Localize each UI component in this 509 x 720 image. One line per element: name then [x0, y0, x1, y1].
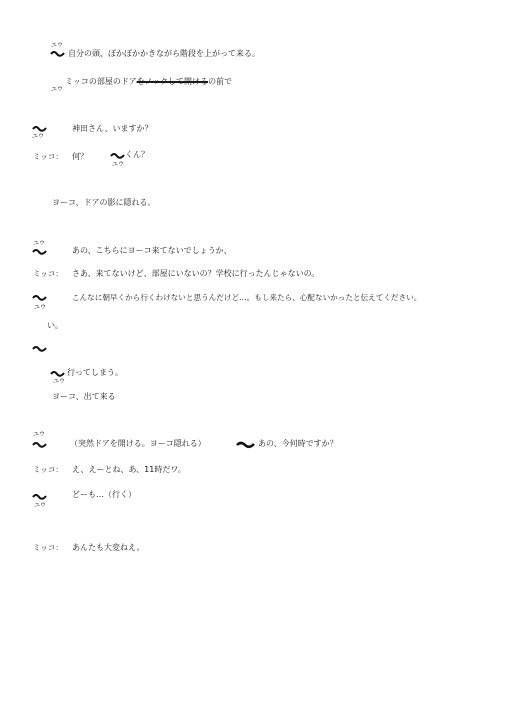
furigana: ユウ	[51, 86, 64, 93]
name-scribble	[236, 441, 256, 449]
dialogue-line: くん？	[125, 150, 149, 159]
furigana: ユウ	[33, 240, 46, 247]
furigana: ユウ	[51, 42, 64, 49]
dialogue-line: い。	[47, 321, 63, 330]
name-scribble	[32, 248, 48, 256]
stage-direction: ヨーコ、ドアの影に隠れる。	[52, 198, 156, 207]
name-scribble	[110, 152, 126, 160]
dialogue-line: こんなに朝早くから行くわけないと思うんだけど…。もし来たら、心配ないかったと伝えてください。	[72, 293, 422, 302]
dialogue-line: あの、今何時ですか？	[258, 439, 338, 448]
stage-text: ミッコの部屋のドア	[65, 77, 137, 86]
speaker-label: ミッコ：	[33, 543, 63, 552]
name-scribble	[32, 294, 48, 302]
name-scribble	[32, 493, 48, 501]
dialogue-line: 神田さん、いますか？	[72, 124, 153, 133]
stage-text: の前で	[208, 77, 233, 86]
stage-direction: ヨーコ、出て来る	[52, 392, 116, 401]
speaker-label: ミッコ：	[33, 152, 63, 161]
name-scribble	[50, 370, 66, 378]
dialogue-line: どーも…（行く）	[72, 490, 136, 499]
struck-text: をノックして開ける	[136, 77, 209, 86]
furigana: ユウ	[34, 502, 47, 509]
speaker-label: ミッコ：	[33, 465, 63, 474]
furigana: ユウ	[32, 133, 45, 140]
stage-direction: （突然ドアを開ける。ヨーコ隠れる）	[70, 439, 206, 448]
stage-direction	[65, 77, 232, 87]
furigana: ユウ	[33, 431, 46, 438]
stage-direction: 行ってしまう。	[67, 368, 123, 377]
furigana: ユウ	[112, 161, 125, 168]
furigana: ユウ	[34, 304, 47, 311]
dialogue-line: あの、こちらにヨーコ来てないでしょうか、	[72, 246, 232, 255]
stage-direction: 自分の頭、ぽかぽかかきながら階段を上がって来る。	[68, 49, 260, 58]
name-scribble	[32, 345, 48, 353]
dialogue-line: さあ、来てないけど、部屋にいないの？学校に行ったんじゃないの。	[72, 269, 320, 278]
dialogue-line: え、えーとね、あ、11時だワ。	[72, 465, 186, 474]
furigana: ユウ	[53, 378, 66, 385]
dialogue-line: 何？	[72, 152, 88, 161]
name-scribble	[32, 441, 48, 449]
name-scribble	[50, 50, 66, 58]
name-scribble	[32, 125, 48, 133]
speaker-label: ミッコ：	[33, 269, 63, 278]
dialogue-line: あんたも大変ねえ。	[72, 543, 145, 552]
